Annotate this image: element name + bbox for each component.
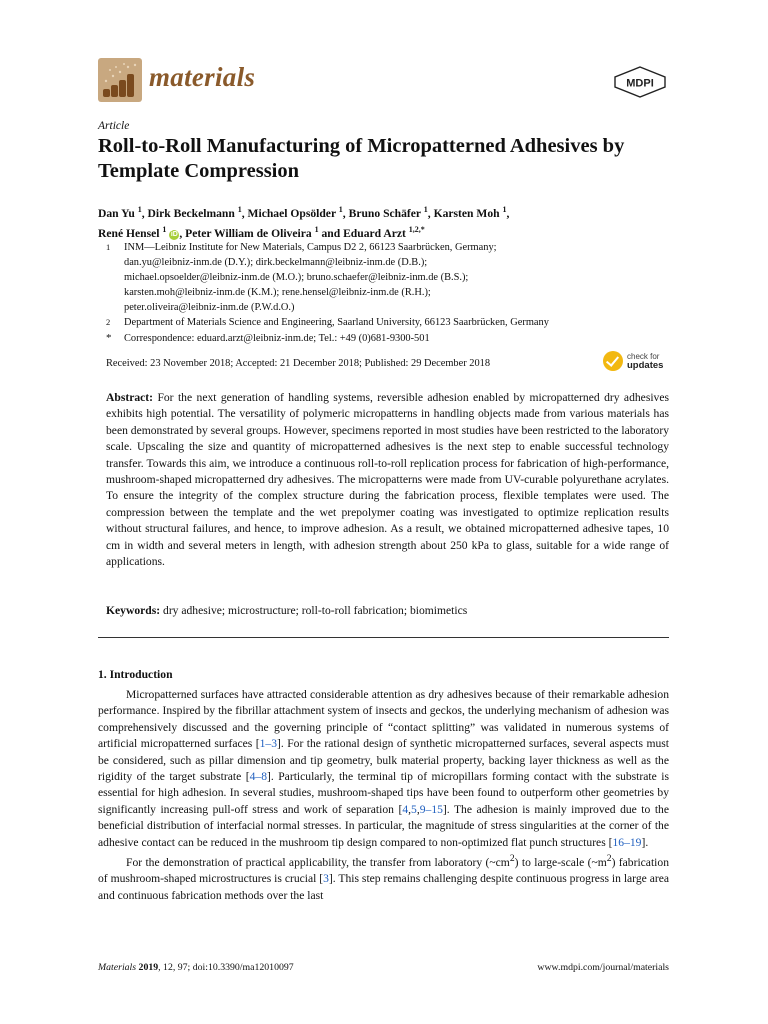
keywords-label: Keywords:	[106, 604, 161, 617]
affiliation-marker	[98, 255, 124, 270]
author-affiliation-marker: 1	[137, 205, 142, 214]
affiliation-line	[98, 315, 678, 330]
affiliation-marker	[98, 285, 124, 300]
affiliation-marker	[98, 300, 124, 315]
affiliation-line	[98, 285, 678, 300]
publisher-name: MDPI	[626, 77, 654, 90]
text-run: ]. This step remains challenging despite continuous progress in large area and continuous fabrication methods over the last	[98, 872, 669, 902]
affiliation-line	[98, 331, 678, 346]
affiliation-line	[98, 255, 678, 270]
affiliation-text: INM—Leibniz Institute for New Materials, Campus D2 2, 66123 Saarbrücken, Germany;	[124, 242, 497, 253]
abstract-label: Abstract:	[106, 391, 154, 404]
author-name: Eduard Arzt	[343, 226, 406, 240]
body-paragraph	[98, 687, 669, 851]
citation-link[interactable]: 1–3	[259, 737, 277, 751]
publication-dates: Received: 23 November 2018; Accepted: 21 December 2018; Published: 29 December 2018	[106, 358, 491, 369]
journal-name: materials	[149, 62, 256, 92]
text-run: For the demonstration of practical applicability, the transfer from laboratory (~cm	[126, 855, 510, 869]
citation-link[interactable]: 4–8	[249, 770, 267, 784]
citation-year: 2019	[136, 962, 159, 973]
affiliation-marker: 1	[106, 242, 111, 252]
citation-journal: Materials	[98, 962, 137, 973]
affiliation-text: dan.yu@leibniz-inm.de (D.Y.); dirk.beckelmann@leibniz-inm.de (D.B.);	[124, 257, 428, 269]
citation-link[interactable]: 9–15	[419, 802, 443, 816]
affiliation-line	[98, 270, 678, 285]
materials-journal-logo	[98, 58, 142, 102]
body-paragraph	[98, 851, 669, 904]
affiliation-line	[98, 300, 678, 315]
keywords-text: dry adhesive; microstructure; roll-to-roll fabrication; biomimetics	[163, 604, 468, 617]
keywords	[106, 604, 669, 617]
section-divider	[98, 637, 669, 638]
author-affiliation-marker: 1	[237, 205, 242, 214]
affiliation-text: peter.oliveira@leibniz-inm.de (P.W.d.O.)	[124, 302, 295, 314]
author-name: Peter William de Oliveira	[185, 226, 312, 240]
check-updates-line1: check for	[627, 352, 660, 361]
author-name: Dan Yu	[98, 206, 135, 220]
author-name: René Hensel	[98, 226, 160, 240]
citation-link[interactable]: 5	[411, 802, 417, 816]
text-run: ].	[641, 835, 649, 849]
affiliation-marker: *	[106, 331, 112, 344]
citation-link[interactable]: 4	[402, 802, 409, 816]
author-affiliation-marker: 1	[338, 205, 343, 214]
author-affiliation-marker: 1	[162, 224, 167, 234]
mdpi-logo	[612, 66, 668, 98]
author-name: Dirk Beckelmann	[147, 206, 235, 220]
author-affiliation-marker: 1	[314, 224, 319, 234]
orcid-icon[interactable]: iD	[170, 230, 178, 238]
text-run: ]. The adhesion is mainly improved due to the beneficial distribution of interfacial normal stresses. In particular, the magnitude of stress singularities at the corner of the adhesive contact can be reduced in the mushroom tip design compared to non-optimized flat punch structures [	[98, 802, 669, 849]
citation-link[interactable]: 3	[323, 872, 329, 886]
author-affiliation-marker: 1,2,*	[408, 224, 425, 234]
abstract	[106, 390, 669, 570]
article-type: Article	[98, 120, 130, 132]
author-name: Michael Opsölder	[247, 206, 336, 220]
text-run: ) to large-scale (~m	[514, 855, 607, 869]
citation-link[interactable]: 16–19	[612, 835, 642, 849]
text-run: Micropatterned surfaces have attracted considerable attention as dry adhesives because of their remarkable adhesion performance. Inspired by the fibrillar attachment system of insects and geckos, the underlying mechanism of adhesion was comprehensively discussed and the governing principle of “contact splitting” was validated in numerous systems of artificial micropatterned surfaces [	[98, 688, 669, 751]
author-affiliation-marker: 1	[423, 205, 428, 214]
affiliation-text: Department of Materials Science and Engineering, Saarland University, 66123 Saarbrücken, Germany	[124, 317, 549, 329]
check-for-updates-button[interactable]	[603, 351, 663, 371]
journal-url-link[interactable]: www.mdpi.com/journal/materials	[537, 962, 669, 973]
article-title: Roll-to-Roll Manufacturing of Micropatterned Adhesives by Template Compression	[98, 135, 625, 182]
affiliation-marker	[98, 270, 124, 285]
text-run: ) fabrication of mushroom-shaped microstructures is crucial [	[98, 855, 669, 886]
citation-footer	[98, 962, 294, 973]
affiliation-text: Correspondence: eduard.arzt@leibniz-inm.de; Tel.: +49 (0)681-9300-501	[124, 332, 430, 344]
affiliation-marker: 2	[106, 317, 111, 328]
author-affiliation-marker: 1	[502, 205, 507, 214]
text-run: ,	[408, 802, 412, 816]
superscript: 2	[606, 853, 612, 865]
author-list: Dan Yu $^1$, Dirk Beckelmann $^1$, Michael Opsölder $^1$, Bruno Schäfer $^1$, Karsten Moh $^1$, René Hensel $^1$ iD , Peter William de Oliveira $^1$ and Eduard Arzt $^{1,2,*}$	[98, 205, 510, 240]
text-run: ]. For the rational design of synthetic micropatterned surfaces, several aspects must be considered, such as pillar dimension and tip geometry, bulk material property, backing layer thickness as well as the rigidity of the target substrate [	[98, 737, 669, 784]
citation-details: , 12, 97; doi:10.3390/ma12010097	[158, 962, 294, 973]
author-name: Bruno Schäfer	[348, 206, 421, 220]
superscript: 2	[509, 853, 515, 865]
author-name: Karsten Moh	[433, 206, 500, 220]
check-updates-icon	[603, 351, 623, 371]
affiliation-line	[98, 240, 678, 255]
affiliations	[98, 240, 678, 346]
section-heading: 1. Introduction	[98, 668, 173, 681]
body-text	[98, 687, 669, 904]
affiliation-text: michael.opsoelder@leibniz-inm.de (M.O.); bruno.schaefer@leibniz-inm.de (B.S.);	[124, 272, 469, 284]
check-updates-line2: updates	[627, 360, 664, 371]
text-run: ,	[416, 802, 420, 816]
text-run: ]. Particularly, the terminal tip of micropillars forming contact with the substrate is essential for high adhesion. In several studies, mushroom-shaped tips have been found to outperform other geometries by significantly increasing pull-off stress and work of separation [	[98, 770, 669, 816]
abstract-text: For the next generation of handling systems, reversible adhesion enabled by micropatterned dry adhesives exhibits high potential. The versatility of polymeric micropatterns in handling objects made from various materials has been demonstrated by several groups. However, specimens reported in most studies have been restricted to the laboratory scale. Upscaling the size and quantity of micropatterned adhesives is the next step to enable successful technology transfer. Towards this aim, we introduce a continuous roll-to-roll replication process for fabrication of high-performance, mushroom-shaped micropatterned dry adhesives. The micropatterns were made from UV-curable polyurethane acrylates. To ensure the integrity of the complex structure during the fabrication process, flexible templates were used. The compression between the template and the wet prepolymer coating was investigated to optimize replication results without structural failures, and hence, to improve adhesion. As a result, we obtained micropatterned adhesive tapes, 10 cm in width and several meters in length, with adhesion strength about 250 kPa to glass, suitable for a wide range of applications.	[106, 391, 670, 569]
affiliation-text: karsten.moh@leibniz-inm.de (K.M.); rene.hensel@leibniz-inm.de (R.H.);	[124, 287, 431, 299]
